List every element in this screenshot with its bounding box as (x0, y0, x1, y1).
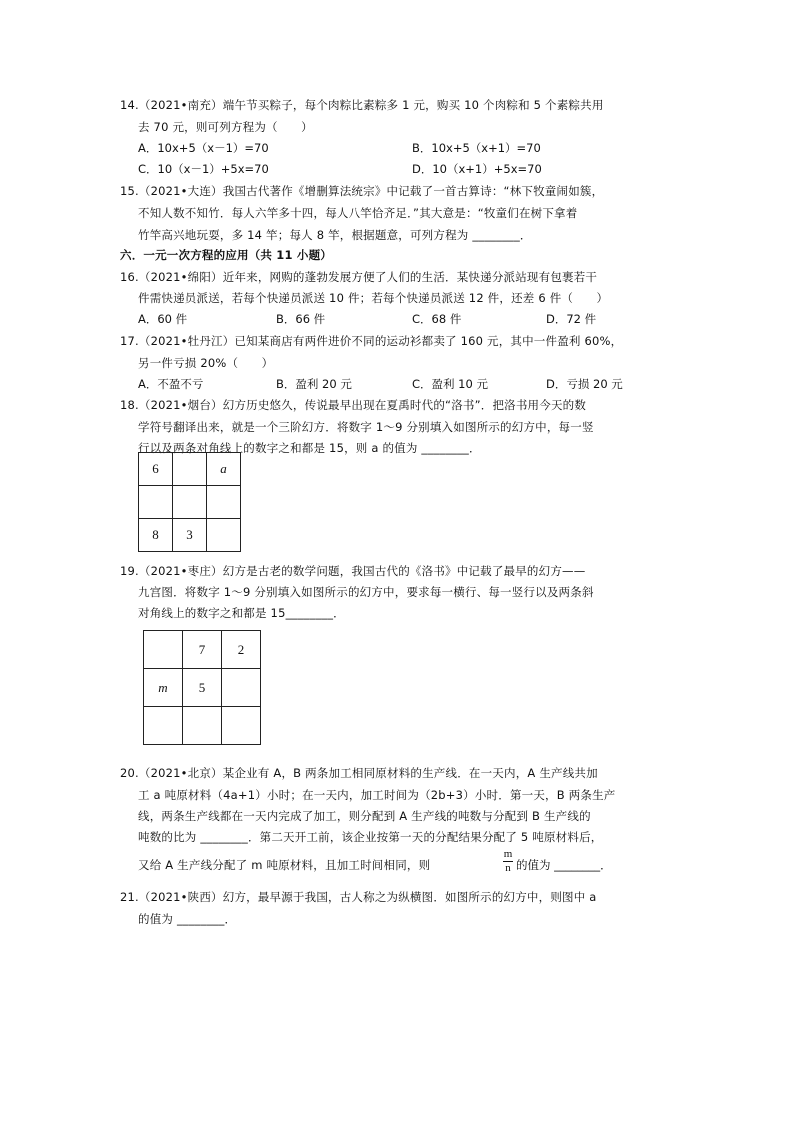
q14-line2: 去 70 元，则可列方程为（ ） (138, 120, 313, 134)
q19-cell (183, 707, 222, 745)
q18-line2: 学符号翻译出来，就是一个三阶幻方．将数字 1～9 分别填入如图所示的幻方中，每一竖 (138, 420, 594, 434)
q19-magic-square (143, 630, 261, 745)
q15-line3: 竹竿高兴地玩耍，多 14 竿；每人 8 竿，根据题意，可列方程为 ________． (138, 228, 532, 242)
q18-cell: a (207, 453, 241, 486)
q19-cell: 5 (183, 669, 222, 707)
q16-option-c: C．68 件 (412, 312, 462, 326)
q18-cell (207, 486, 241, 519)
q16-option-d: D．72 件 (546, 312, 597, 326)
q18-cell (139, 486, 173, 519)
q20-line3: 线，两条生产线都在一天内完成了加工，则分配到 A 生产线的吨数与分配到 B 生产线的 (138, 809, 591, 823)
q20-fraction (503, 849, 513, 874)
q20-fraction-numerator: m (503, 848, 513, 860)
q17-line1: 17.（2021•牡丹江）已知某商店有两件进价不同的运动衫都卖了 160 元，其中一件盈利 60%， (120, 334, 623, 348)
q14-option-a: A．10x+5（x－1）=70 (138, 141, 269, 155)
q20-line5-end: 的值为 ________． (516, 858, 612, 872)
q17-option-d: D．亏损 20 元 (546, 377, 623, 391)
q21-line1: 21.（2021•陕西）幻方，最早源于我国，古人称之为纵横图．如图所示的幻方中，则图中 a (120, 890, 597, 904)
section-heading: 六．一元一次方程的应用（共 11 小题） (120, 248, 333, 262)
q20-line1: 20.（2021•北京）某企业有 A，B 两条加工相同原材料的生产线．在一天内，A 生产线共加 (120, 766, 598, 780)
q17-option-c: C．盈利 10 元 (412, 377, 488, 391)
q18-cell (173, 486, 207, 519)
q18-line3: 行以及两条对角线上的数字之和都是 15，则 a 的值为 ________． (138, 441, 481, 455)
q19-cell: 2 (222, 631, 261, 669)
q14-option-c: C．10（x－1）+5x=70 (138, 162, 269, 176)
q20-line2: 工 a 吨原材料（4a+1）小时；在一天内，加工时间为（2b+3）小时．第一天，B 两条生产 (138, 788, 616, 802)
q19-cell: m (144, 669, 183, 707)
q18-cell (173, 453, 207, 486)
q15-line2: 不知人数不知竹．每人六竿多十四，每人八竿恰齐足．”其大意是：“牧童们在树下拿着 (138, 206, 578, 220)
q20-line4: 吨数的比为 ________．第二天开工前，该企业按第一天的分配结果分配了 5 吨原材料后， (138, 830, 603, 844)
q19-cell (222, 707, 261, 745)
q19-line3: 对角线上的数字之和都是 15________． (138, 606, 345, 620)
q21-line2: 的值为 ________． (138, 912, 237, 926)
q18-cell: 3 (173, 519, 207, 552)
q19-line1: 19.（2021•枣庄）幻方是古老的数学问题，我国古代的《洛书》中记载了最早的幻方—— (120, 564, 586, 578)
q14-line1: 14.（2021•南充）端午节买粽子，每个肉粽比素粽多 1 元，购买 10 个肉粽和 5 个素粽共用 (120, 98, 604, 112)
q15-line1: 15.（2021•大连）我国古代著作《增删算法统宗》中记载了一首古算诗：“林下牧童闹如簇， (120, 184, 604, 198)
q20-line5-start: 又给 A 生产线分配了 m 吨原材料，且加工时间相同，则 (138, 858, 431, 872)
q18-cell: 6 (139, 453, 173, 486)
q17-line2: 另一件亏损 20%（ ） (138, 356, 274, 370)
q16-option-a: A．60 件 (138, 312, 188, 326)
q18-cell: 8 (139, 519, 173, 552)
q16-line1: 16.（2021•绵阳）近年来，网购的蓬勃发展方便了人们的生活．某快递分派站现有包裹若干 (120, 270, 598, 284)
q20-fraction-denominator: n (505, 862, 511, 874)
q18-cell (207, 519, 241, 552)
q14-option-d: D．10（x+1）+5x=70 (412, 162, 542, 176)
q16-line2: 件需快递员派送，若每个快递员派送 10 件；若每个快递员派送 12 件，还差 6 件（ ） (138, 291, 609, 305)
q19-cell (144, 707, 183, 745)
q17-option-a: A．不盈不亏 (138, 377, 204, 391)
q19-cell (222, 669, 261, 707)
q14-option-b: B．10x+5（x+1）=70 (412, 141, 541, 155)
q18-magic-square (138, 452, 241, 552)
q19-cell: 7 (183, 631, 222, 669)
q19-line2: 九宫图．将数字 1～9 分别填入如图所示的幻方中，要求每一横行、每一竖行以及两条斜 (138, 585, 594, 599)
q19-cell (144, 631, 183, 669)
q16-option-b: B．66 件 (276, 312, 326, 326)
q17-option-b: B．盈利 20 元 (276, 377, 352, 391)
q18-line1: 18.（2021•烟台）幻方历史悠久，传说最早出现在夏禹时代的“洛书”．把洛书用今天的数 (120, 398, 587, 412)
